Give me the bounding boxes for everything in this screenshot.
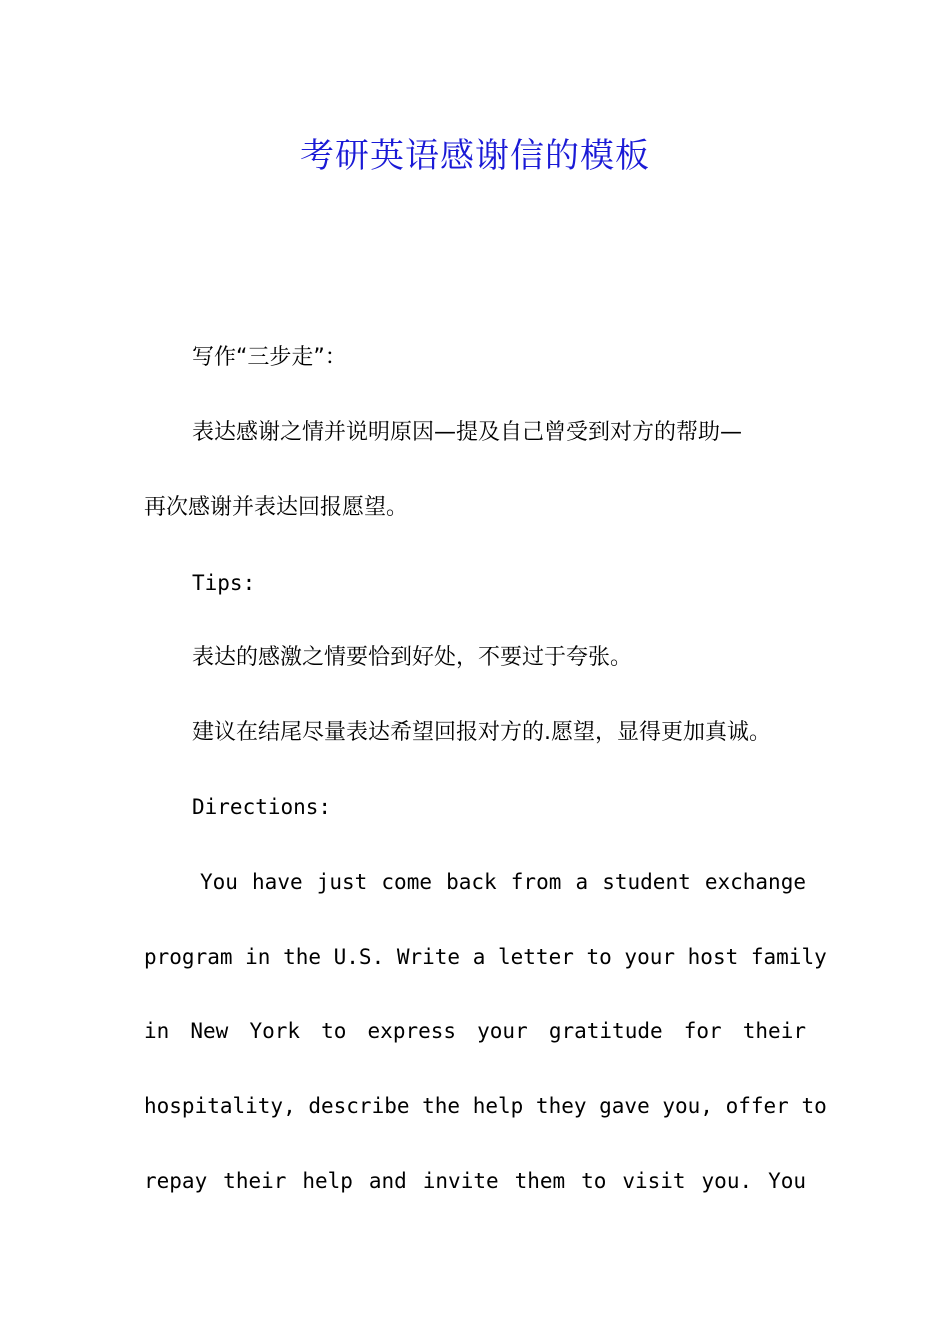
- paragraph-line-directions-1: You have just come back from a student exchange: [200, 870, 806, 894]
- paragraph-line-steps-heading: 写作“三步走”：: [192, 345, 347, 370]
- paragraph-line-directions-5: repay their help and invite them to visit you. You: [144, 1169, 806, 1193]
- paragraph-line-directions-heading: Directions:: [192, 795, 332, 819]
- paragraph-line-steps-2: 再次感谢并表达回报愿望。: [144, 495, 409, 520]
- paragraph-line-tip-2: 建议在结尾尽量表达希望回报对方的.愿望，显得更加真诚。: [192, 720, 771, 745]
- document-title: 考研英语感谢信的模板: [300, 136, 650, 176]
- paragraph-line-tip-1: 表达的感激之情要恰到好处，不要过于夸张。: [192, 645, 633, 670]
- paragraph-line-tips-heading: Tips:: [192, 571, 256, 595]
- paragraph-line-directions-3: in New York to express your gratitude for their: [144, 1019, 806, 1043]
- paragraph-line-directions-2: program in the U.S. Write a letter to your host family: [144, 945, 827, 969]
- paragraph-line-directions-4: hospitality, describe the help they gave you, offer to: [144, 1094, 827, 1118]
- paragraph-line-steps-1: 表达感谢之情并说明原因—提及自己曾受到对方的帮助—: [192, 420, 743, 445]
